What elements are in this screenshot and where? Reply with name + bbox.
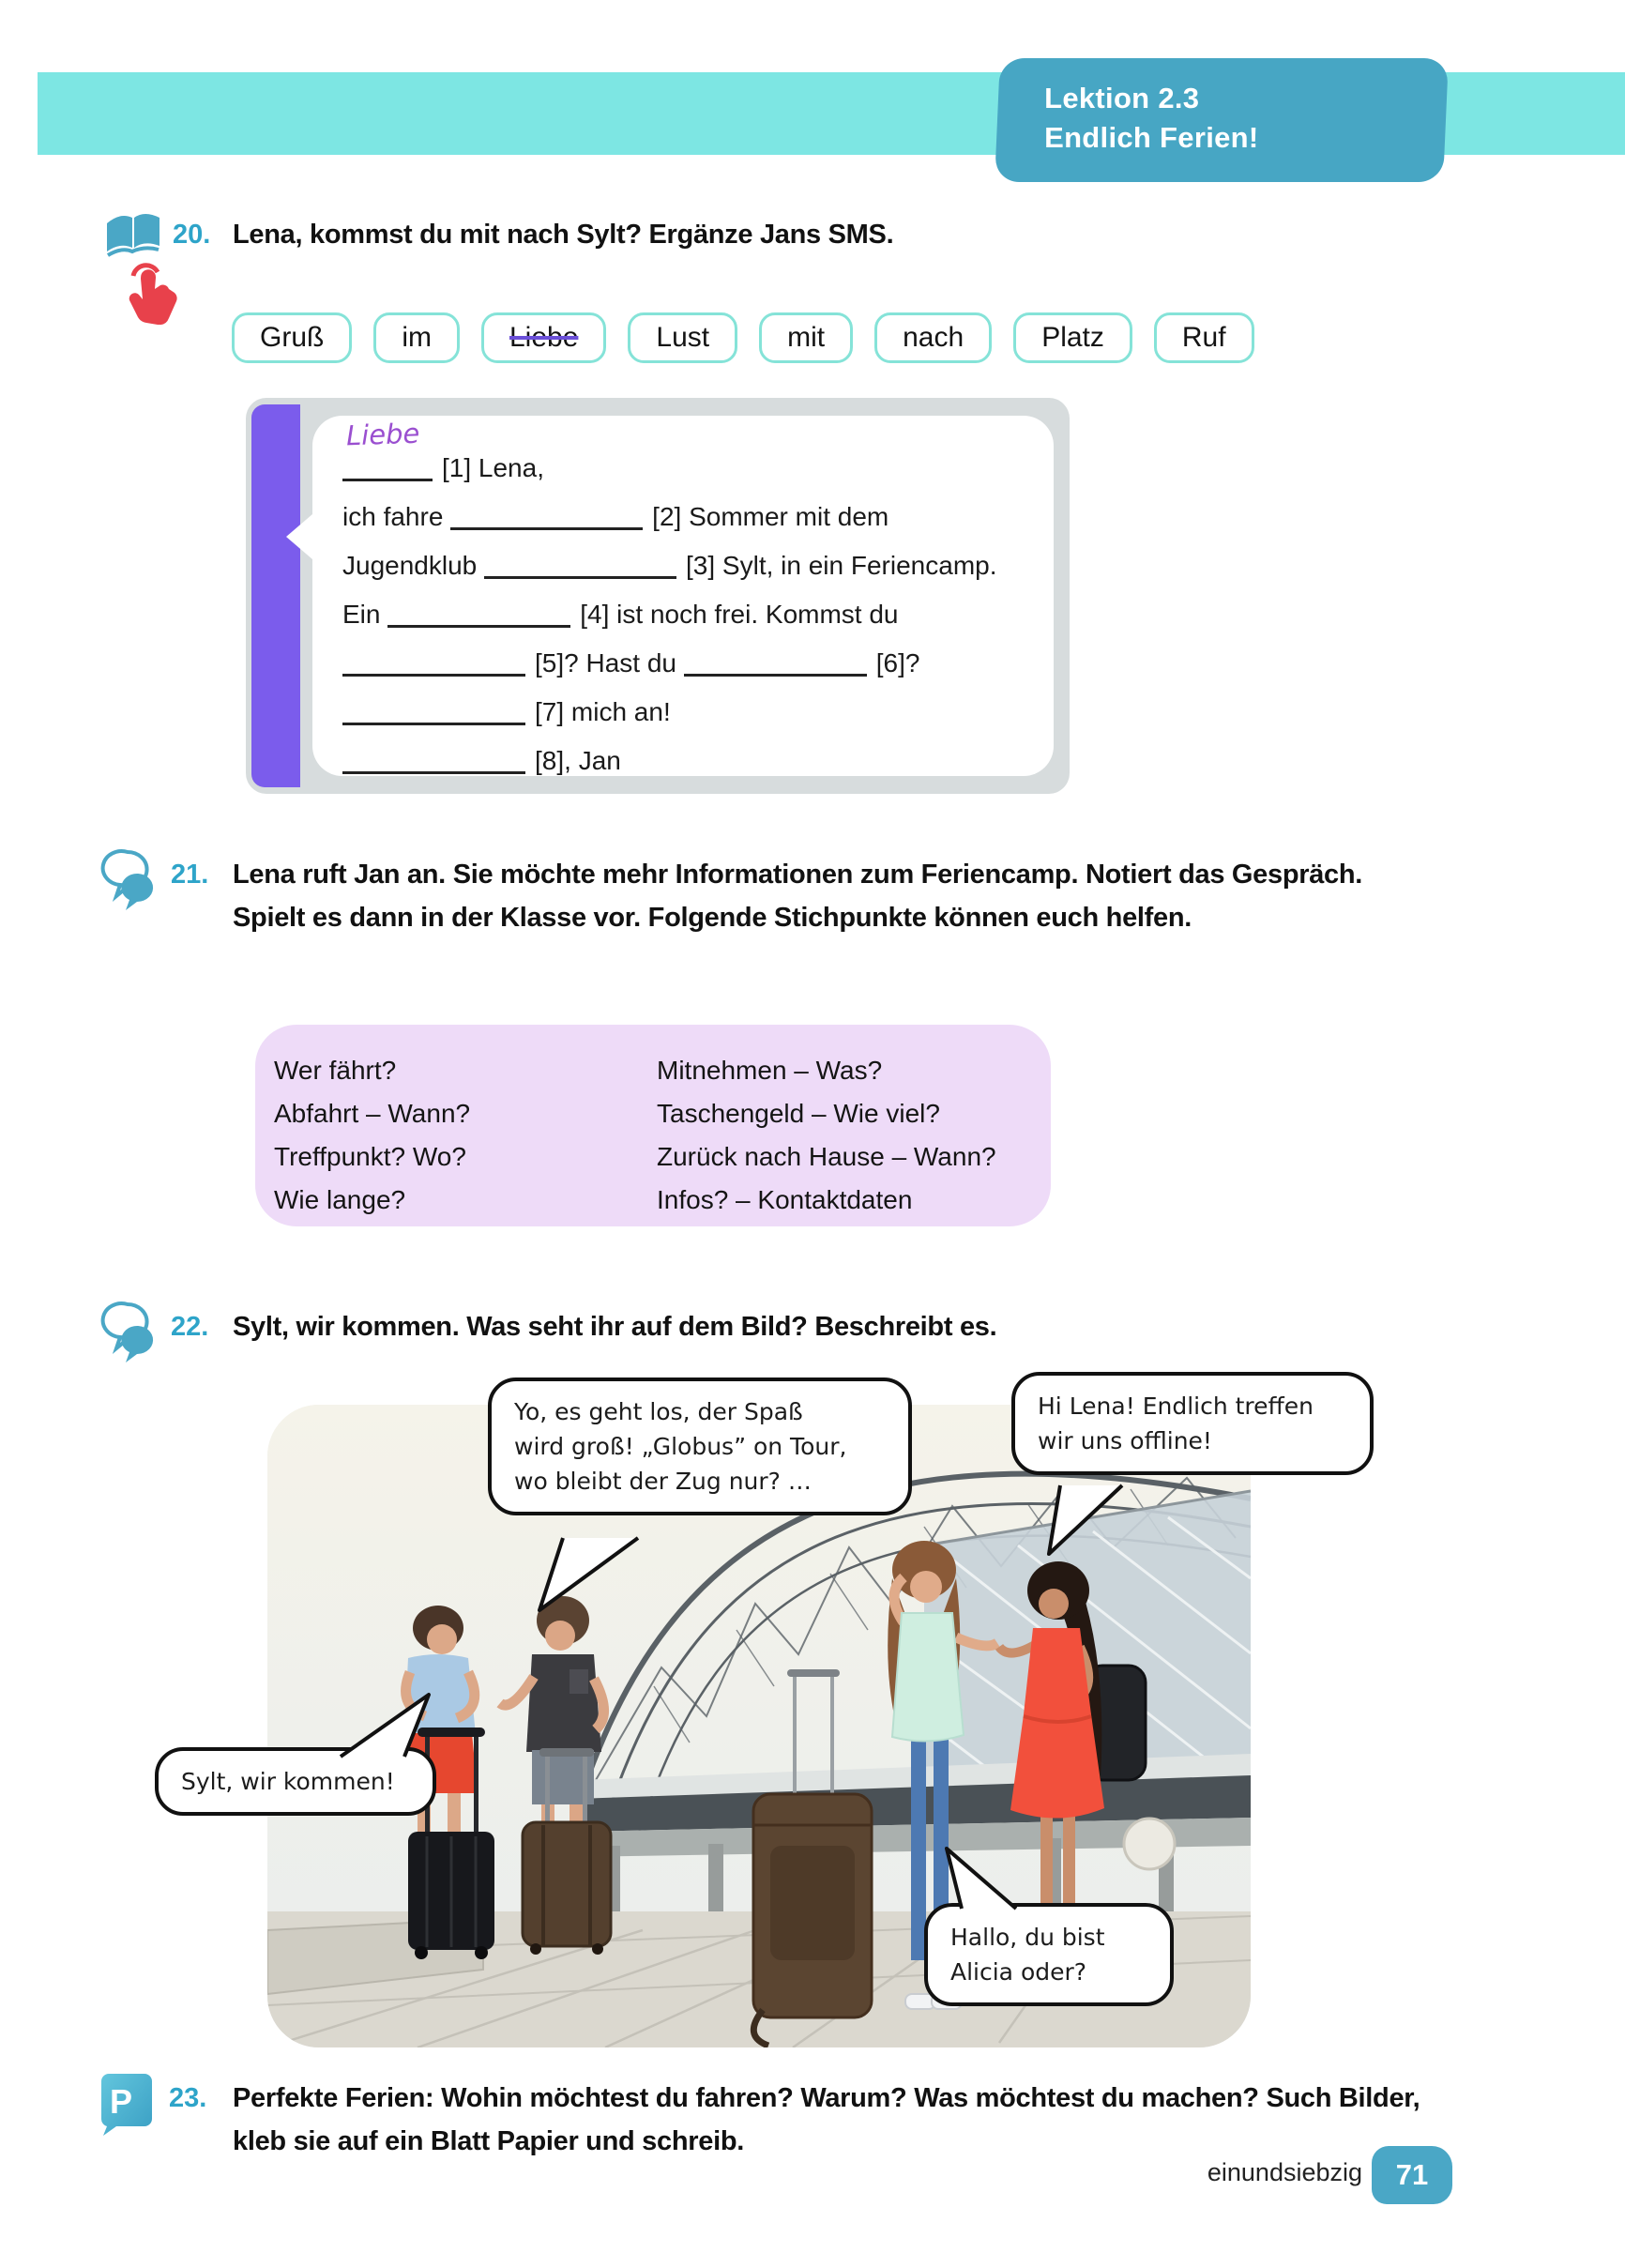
exercise-21-number: 21. [171,860,209,890]
exercise-21-title-line2: Spielt es dann in der Klasse vor. Folgende Stichpunkte können euch helfen. [233,903,1192,933]
keyword: Wie lange? [274,1185,406,1214]
speech-bubble-tail [324,1689,446,1760]
tap-hand-icon [120,259,178,325]
sms-line: [7] mich an! [342,680,997,729]
speech-bubble-hi-lena: Hi Lena! Endlich treffen wir uns offline! [1011,1372,1374,1475]
sms-panel [246,398,1070,794]
keyword: Infos? – Kontaktdaten [657,1185,913,1214]
sms-text [342,417,997,778]
fill-blank-8[interactable] [342,743,525,774]
page-number-box [1372,2146,1452,2204]
sms-line: ich fahre [2] Sommer mit dem [342,485,997,534]
word-chip[interactable]: Platz [1013,312,1132,363]
lesson-number: Lektion 2.3 [1044,82,1200,114]
exercise-22-number: 22. [171,1312,209,1342]
keyword: Mitnehmen – Was? [657,1056,883,1085]
lesson-title: Endlich Ferien! [1044,121,1259,154]
speech-bubbles-icon [99,848,159,910]
exercise-23-title-line1: Perfekte Ferien: Wohin möchtest du fahren? Warum? Was möchtest du machen? Such Bilder, [233,2083,1420,2113]
exercise-23-title-line2: kleb sie auf ein Blatt Papier und schreib. [233,2126,744,2156]
project-p-icon [98,2072,156,2138]
speech-bubble-tail [1032,1483,1135,1560]
fill-blank-2[interactable] [450,499,643,530]
sms-line: [5]? Hast du [6]? [342,632,997,680]
book-icon [103,208,163,261]
fill-blank-4[interactable] [387,597,570,628]
word-chip[interactable]: Lust [628,312,737,363]
fill-blank-5[interactable] [342,646,525,677]
word-chip[interactable]: nach [874,312,992,363]
sms-line: Jugendklub [3] Sylt, in ein Feriencamp. [342,534,997,583]
word-chip[interactable]: Ruf [1154,312,1254,363]
sms-bubble-tail [286,514,312,559]
keyword: Treffpunkt? Wo? [274,1142,466,1171]
lesson-tag [995,58,1449,182]
exercise-23-number: 23. [169,2083,207,2113]
word-chip[interactable]: Gruß [232,312,352,363]
page-number-word: einundsiebzig [1207,2158,1362,2186]
word-chip[interactable]: mit [759,312,853,363]
exercise-22-title: Sylt, wir kommen. Was seht ihr auf dem Bild? Beschreibt es. [233,1312,997,1342]
keyword: Taschengeld – Wie viel? [657,1099,940,1128]
page-number: 71 [1395,2158,1429,2191]
speech-bubble-tail [521,1535,652,1614]
keyword: Abfahrt – Wann? [274,1099,471,1128]
keyword-column-left [274,1049,470,1222]
sms-purple-bar [251,404,300,787]
word-chip[interactable]: im [373,312,460,363]
word-chip-row [232,312,1254,363]
speech-bubble-boys: Yo, es geht los, der Spaß wird groß! „Globus” on Tour, wo bleibt der Zug nur? … [488,1378,912,1515]
handwritten-answer: Liebe [345,417,420,452]
speech-bubble-sylt: Sylt, wir kommen! [155,1747,436,1816]
sms-speech-bubble [312,416,1054,776]
keyword: Zurück nach Hause – Wann? [657,1142,996,1171]
sms-line: Ein [4] ist noch frei. Kommst du [342,583,997,632]
svg-text:P: P [109,2082,133,2121]
word-chip-struck[interactable]: Liebe [481,312,606,363]
fill-blank-1[interactable] [342,417,433,481]
fill-blank-6[interactable] [684,646,867,677]
fill-blank-3[interactable] [484,548,676,579]
fill-blank-7[interactable] [342,694,525,725]
exercise-20-title: Lena, kommst du mit nach Sylt? Ergänze Jans SMS. [233,220,894,250]
keyword-box [255,1025,1051,1226]
sms-line: [8], Jan [342,729,997,778]
speech-bubble-hallo: Hallo, du bist Alicia oder? [924,1903,1174,2006]
keyword: Wer fährt? [274,1056,397,1085]
speech-bubbles-icon [99,1301,159,1362]
keyword-column-right [657,1049,996,1222]
speech-bubble-tail [934,1843,1037,1912]
exercise-20-number: 20. [173,220,211,250]
sms-line: Liebe [1] Lena, [342,436,997,485]
lesson-tag-text [1044,79,1258,158]
exercise-21-title-line1: Lena ruft Jan an. Sie möchte mehr Informationen zum Feriencamp. Notiert das Gespräch. [233,860,1363,890]
sphere-bollard [1124,1819,1175,1869]
